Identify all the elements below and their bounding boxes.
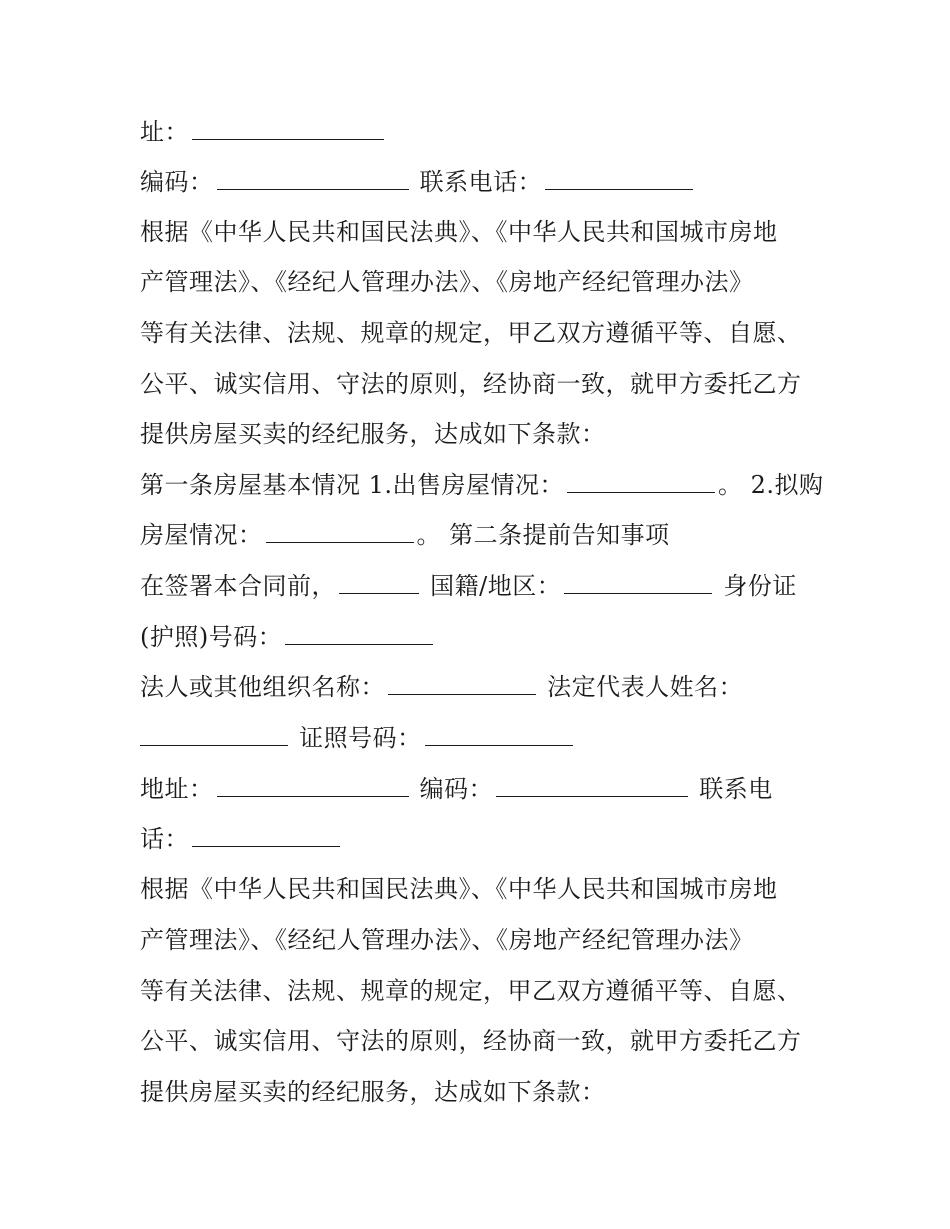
sale-house-blank[interactable] [567, 470, 715, 493]
paragraph-line: 提供房屋买卖的经纪服务，达成如下条款： [140, 1078, 606, 1106]
phone-blank[interactable] [545, 167, 693, 190]
passport-blank[interactable] [285, 622, 433, 645]
representative-name-blank[interactable] [140, 723, 288, 746]
address-blank-2[interactable] [217, 774, 409, 797]
address-postcode-line: 地址： 编码： 联系电 [140, 775, 773, 803]
nationality-line: 在签署本合同前， 国籍/地区： 身份证 [140, 572, 797, 600]
paragraph-line: 根据《中华人民共和国民法典》、《中华人民共和国城市房地 [140, 218, 778, 246]
passport-line: (护照)号码： [140, 620, 436, 654]
purchase-house-line: 房屋情况： 。 第二条提前告知事项 [140, 521, 670, 549]
paragraph-line: 公平、诚实信用、守法的原则，经协商一致，就甲方委托乙方 [140, 370, 802, 398]
postcode-blank-2[interactable] [496, 774, 688, 797]
party-blank[interactable] [339, 571, 419, 594]
phone-blank-2[interactable] [192, 824, 340, 847]
nationality-blank[interactable] [564, 571, 712, 594]
postcode-phone-line: 编码： 联系电话： [140, 165, 696, 199]
postcode-blank[interactable] [217, 167, 409, 190]
paragraph-line: 公平、诚实信用、守法的原则，经协商一致，就甲方委托乙方 [140, 1027, 802, 1055]
paragraph-line: 等有关法律、法规、规章的规定，甲乙双方遵循平等、自愿、 [140, 319, 802, 347]
address-blank[interactable] [192, 117, 384, 140]
paragraph-line: 等有关法律、法规、规章的规定，甲乙双方遵循平等、自愿、 [140, 977, 802, 1005]
license-line: 证照号码： [140, 721, 576, 755]
paragraph-line: 产管理法》、《经纪人管理办法》、《房地产经纪管理办法》 [140, 268, 754, 296]
organization-name-blank[interactable] [388, 672, 536, 695]
article-one-line: 第一条房屋基本情况 1.出售房屋情况： 。 2.拟购 [140, 471, 824, 499]
paragraph-line: 产管理法》、《经纪人管理办法》、《房地产经纪管理办法》 [140, 926, 754, 954]
legal-entity-line: 法人或其他组织名称： 法定代表人姓名： [140, 673, 744, 701]
purchase-house-blank[interactable] [266, 520, 414, 543]
address-line: 址： [140, 115, 387, 149]
phone-line: 话： [140, 822, 343, 856]
license-number-blank[interactable] [425, 723, 573, 746]
paragraph-line: 提供房屋买卖的经纪服务，达成如下条款： [140, 420, 606, 448]
paragraph-line: 根据《中华人民共和国民法典》、《中华人民共和国城市房地 [140, 875, 778, 903]
